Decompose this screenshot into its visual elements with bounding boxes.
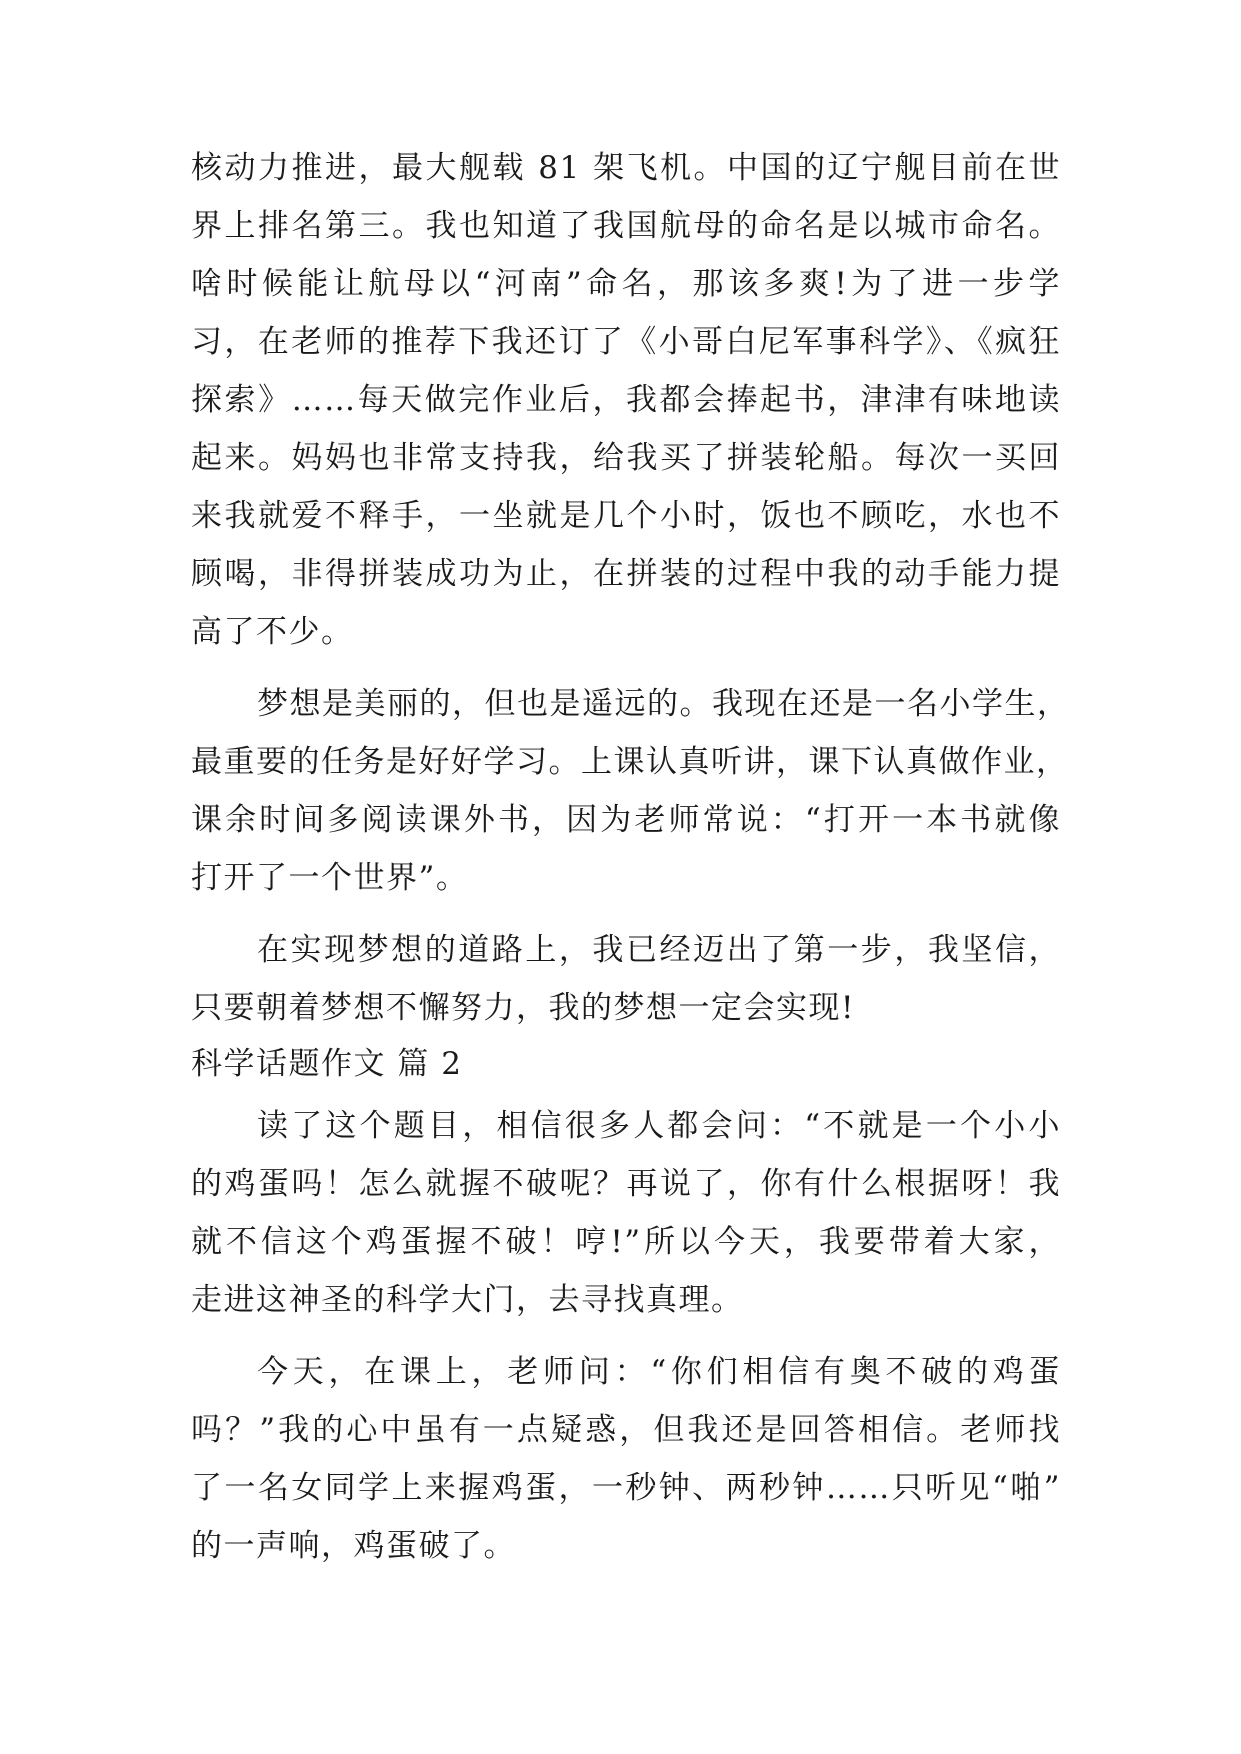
paragraph-line: 核动力推进，最大舰载 81 架飞机。中国的辽宁舰目前在世 (191, 150, 1061, 186)
paragraph-line: 习，在老师的推荐下我还订了《小哥白尼军事科学》、《疯狂 (191, 324, 1061, 360)
paragraph-line: 了一名女同学上来握鸡蛋，一秒钟、两秒钟……只听见“啪” (191, 1470, 1061, 1506)
paragraph-line: 的一声响，鸡蛋破了。 (191, 1528, 516, 1564)
paragraph-line: 今天，在课上，老师问：“你们相信有奥不破的鸡蛋 (257, 1354, 1061, 1390)
paragraph-line: 的鸡蛋吗！怎么就握不破呢？再说了，你有什么根据呀！我 (191, 1166, 1061, 1202)
paragraph-line: 梦想是美丽的，但也是遥远的。我现在还是一名小学生， (257, 686, 1070, 722)
paragraph-line: 来我就爱不释手，一坐就是几个小时，饭也不顾吃，水也不 (191, 498, 1061, 534)
paragraph-line: 啥时候能让航母以“河南”命名，那该多爽!为了进一步学 (191, 266, 1061, 302)
paragraph-line: 课余时间多阅读课外书，因为老师常说：“打开一本书就像 (191, 802, 1061, 838)
section-heading: 科学话题作文 篇 2 (191, 1046, 463, 1082)
paragraph-line: 就不信这个鸡蛋握不破！哼!”所以今天，我要带着大家， (191, 1224, 1061, 1260)
paragraph-line: 打开了一个世界”。 (191, 860, 469, 896)
paragraph-line: 起来。妈妈也非常支持我，给我买了拼装轮船。每次一买回 (191, 440, 1061, 476)
paragraph-line: 顾喝，非得拼装成功为止，在拼装的过程中我的动手能力提 (191, 556, 1061, 592)
paragraph-line: 最重要的任务是好好学习。上课认真听讲，课下认真做作业， (191, 744, 1069, 780)
paragraph-line: 界上排名第三。我也知道了我国航母的命名是以城市命名。 (191, 208, 1061, 244)
paragraph-line: 走进这神圣的科学大门，去寻找真理。 (191, 1282, 744, 1318)
paragraph-line: 在实现梦想的道路上，我已经迈出了第一步，我坚信， (257, 932, 1061, 968)
paragraph-line: 吗？”我的心中虽有一点疑惑，但我还是回答相信。老师找 (191, 1412, 1061, 1448)
paragraph-line: 探索》……每天做完作业后，我都会捧起书，津津有味地读 (191, 382, 1061, 418)
paragraph-line: 读了这个题目，相信很多人都会问：“不就是一个小小 (257, 1108, 1061, 1144)
paragraph-line: 只要朝着梦想不懈努力，我的梦想一定会实现! (191, 990, 855, 1026)
paragraph-line: 高了不少。 (191, 614, 354, 650)
